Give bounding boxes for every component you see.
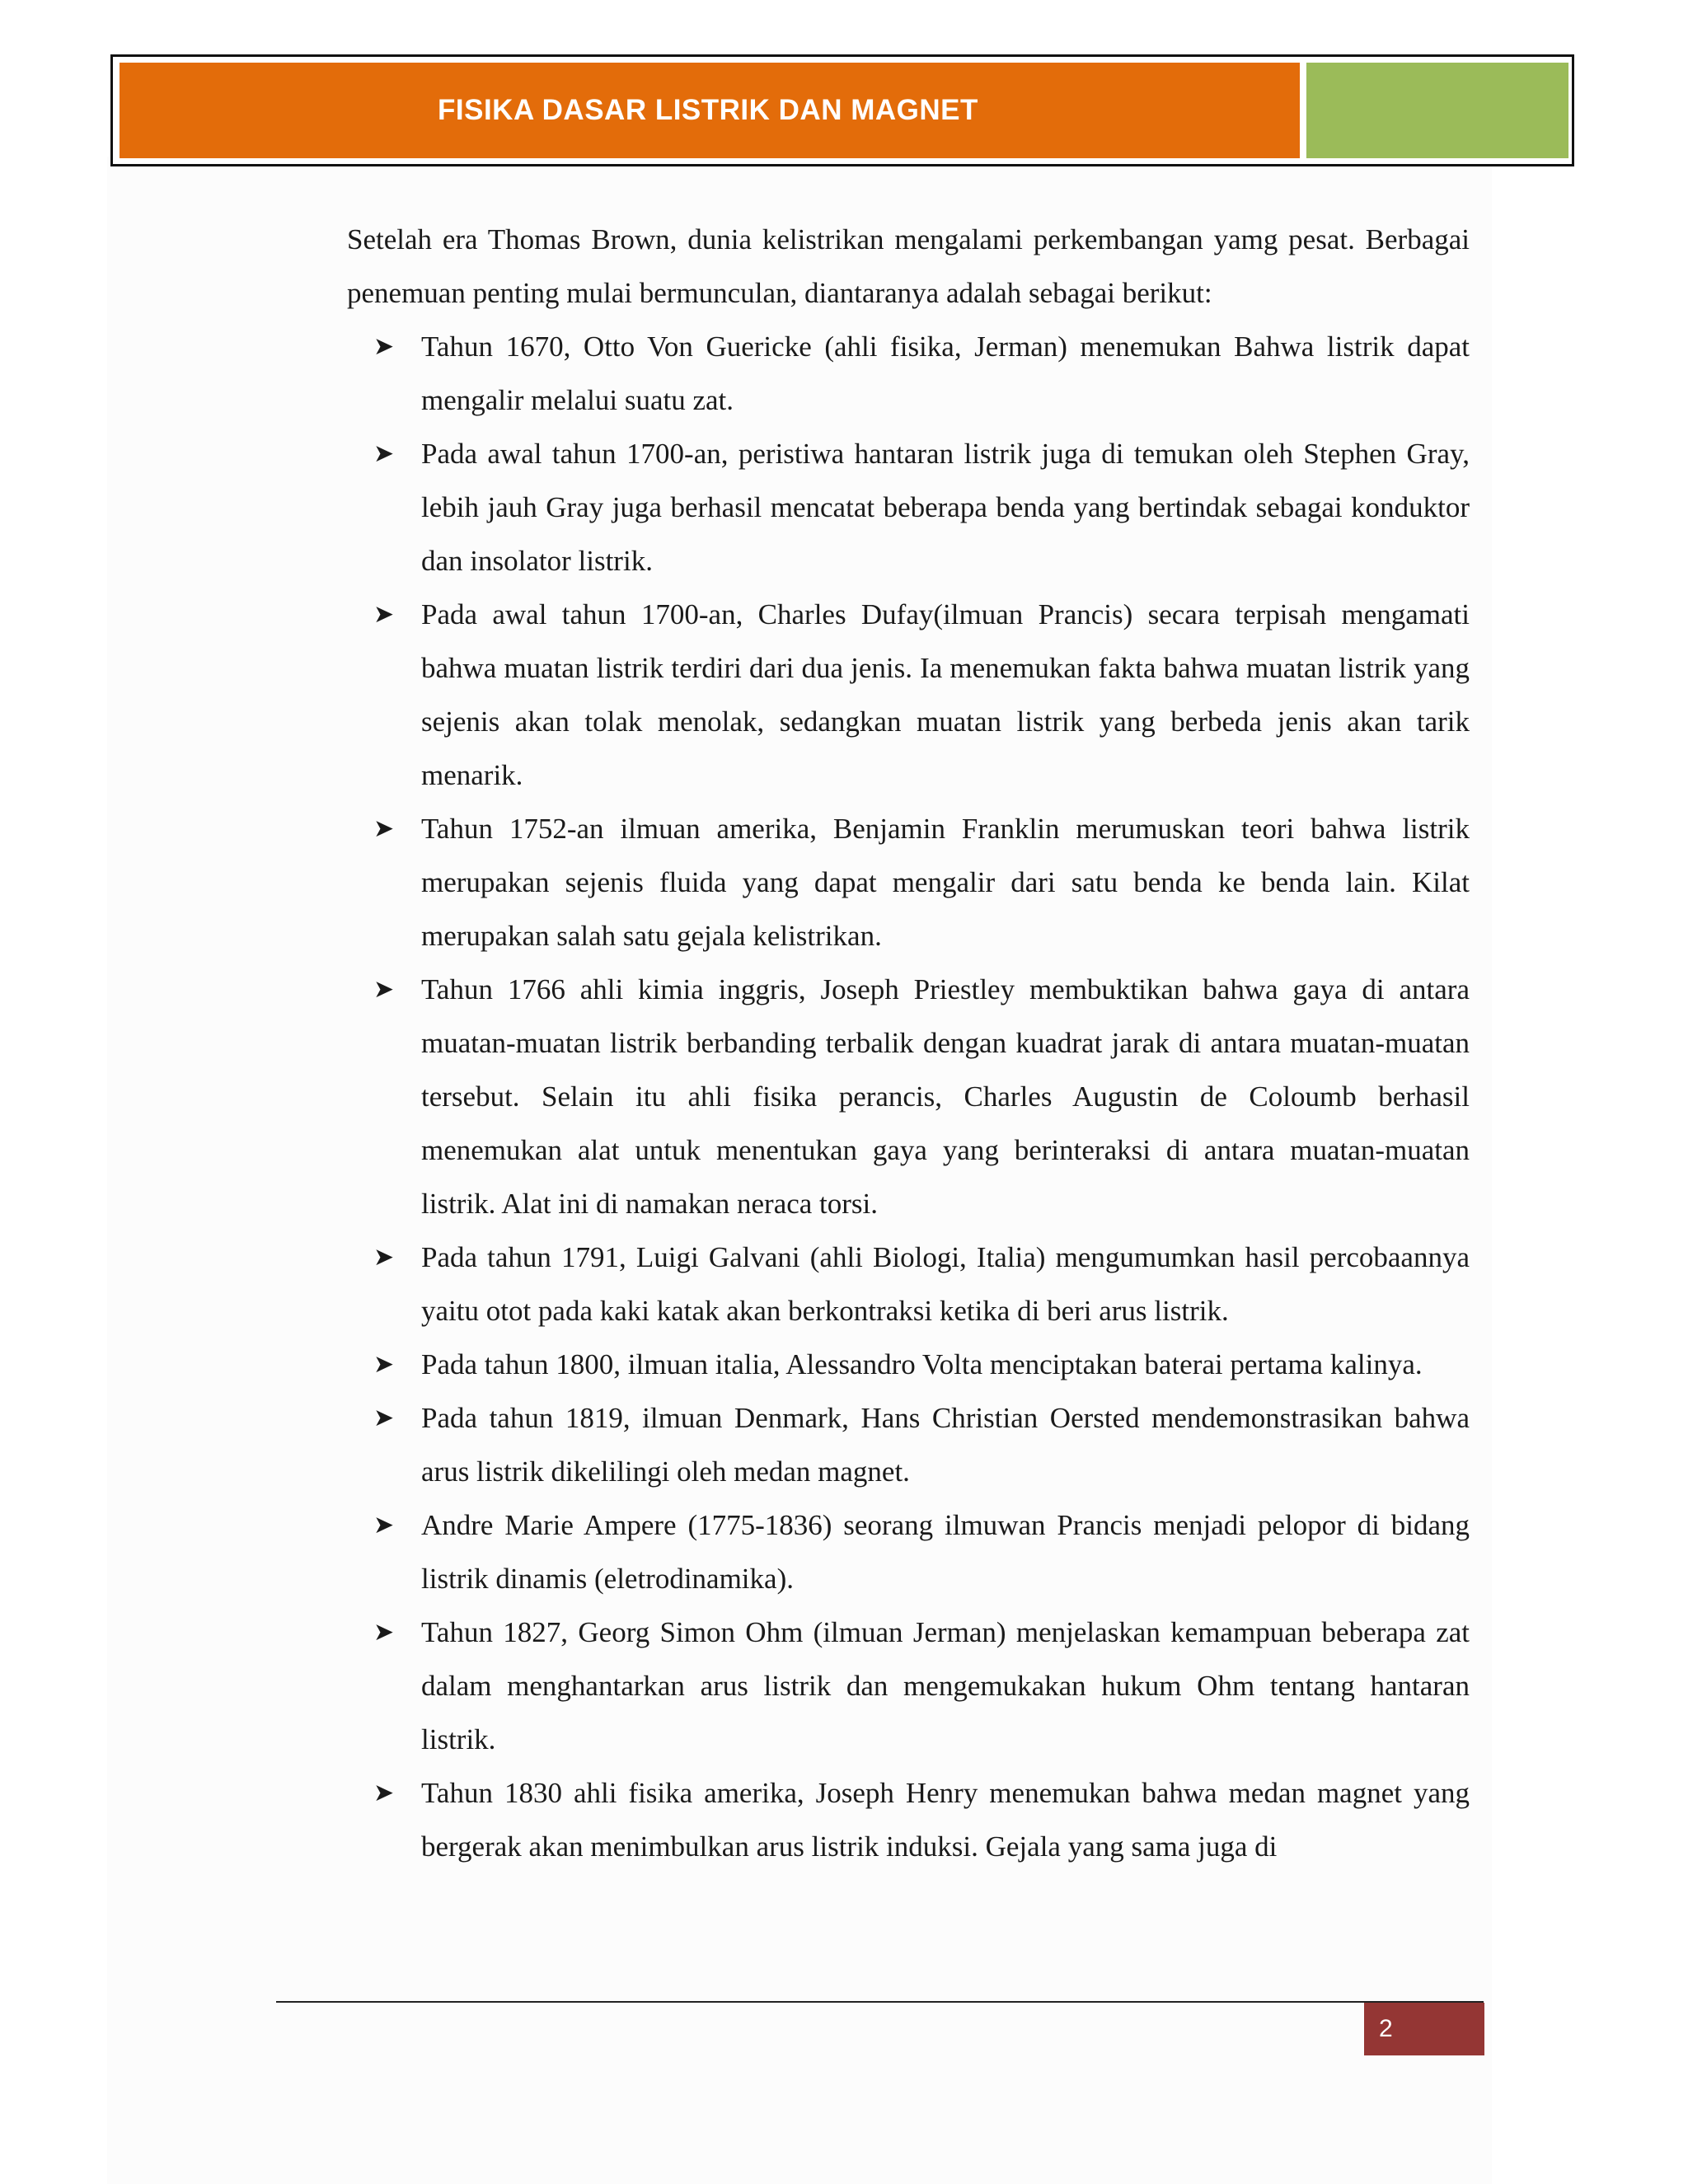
list-item [347,427,1470,588]
list-item-text: Andre Marie Ampere (1775-1836) seorang ilmuwan Prancis menjadi pelopor di bidang listrik dinamis (eletrodinamika). [421,1509,1470,1595]
list-item-text: Pada awal tahun 1700-an, peristiwa hantaran listrik juga di temukan oleh Stephen Gray, lebih jauh Gray juga berhasil mencatat beberapa benda yang bertindak sebagai konduktor dan insolator listrik. [421,438,1470,577]
arrowhead-bullet-icon: ➤ [373,1618,395,1647]
list-item-text: Pada tahun 1791, Luigi Galvani (ahli Biologi, Italia) mengumumkan hasil percobaannya yaitu otot pada kaki katak akan berkontraksi ketika di beri arus listrik. [421,1241,1470,1327]
arrowhead-bullet-icon: ➤ [373,975,395,1004]
header-title-bar [120,63,1300,158]
arrowhead-bullet-icon: ➤ [373,1511,395,1540]
arrowhead-bullet-icon: ➤ [373,1243,395,1272]
list-item-text: Tahun 1752-an ilmuan amerika, Benjamin Franklin merumuskan teori bahwa listrik merupakan sejenis fluida yang dapat mengalir dari satu benda ke benda lain. Kilat merupakan salah satu gejala kelistrikan. [421,813,1470,952]
list-item [347,1391,1470,1498]
list-item [347,802,1470,963]
intro-paragraph: Setelah era Thomas Brown, dunia kelistrikan mengalami perkembangan yamg pesat. Berbagai penemuan penting mulai bermunculan, diantaranya adalah sebagai berikut: [347,223,1470,309]
arrowhead-bullet-icon: ➤ [373,814,395,843]
list-item [347,1605,1470,1766]
arrowhead-bullet-icon: ➤ [373,439,395,468]
list-item-text: Pada awal tahun 1700-an, Charles Dufay(ilmuan Prancis) secara terpisah mengamati bahwa muatan listrik terdiri dari dua jenis. Ia menemukan fakta bahwa muatan listrik yang sejenis akan tolak menolak, sedangkan muatan listrik yang berbeda jenis akan tarik menarik. [421,598,1470,791]
list-item [347,1230,1470,1338]
arrowhead-bullet-icon: ➤ [373,1779,395,1807]
list-item [347,1766,1470,1873]
list-item-text: Tahun 1827, Georg Simon Ohm (ilmuan Jerman) menjelaskan kemampuan beberapa zat dalam menghantarkan arus listrik dan mengemukakan hukum Ohm tentang hantaran listrik. [421,1616,1470,1755]
list-item-text: Tahun 1766 ahli kimia inggris, Joseph Priestley membuktikan bahwa gaya di antara muatan-muatan listrik berbanding terbalik dengan kuadrat jarak di antara muatan-muatan tersebut. Selain itu ahli fisika perancis, Charles Augustin de Coloumb berhasil menemukan alat untuk menentukan gaya yang berinteraksi di antara muatan-muatan listrik. Alat ini di namakan neraca torsi. [421,973,1470,1220]
list-item-text: Pada tahun 1800, ilmuan italia, Alessandro Volta menciptakan baterai pertama kalinya. [421,1348,1423,1380]
arrowhead-bullet-icon: ➤ [373,1404,395,1432]
list-item [347,588,1470,802]
footer-rule [276,2001,1484,2003]
arrowhead-bullet-icon: ➤ [373,600,395,629]
document-body [347,213,1470,1873]
list-item-text: Pada tahun 1819, ilmuan Denmark, Hans Christian Oersted mendemonstrasikan bahwa arus listrik dikelilingi oleh medan magnet. [421,1402,1470,1488]
header-accent-block [1306,63,1568,158]
header-title: FISIKA DASAR LISTRIK DAN MAGNET [438,94,978,126]
list-item [347,1338,1470,1391]
history-bullet-list [347,320,1470,1873]
page-number-badge [1364,2003,1484,2055]
list-item [347,1498,1470,1605]
page-number: 2 [1379,2015,1393,2042]
page-header [110,54,1574,166]
arrowhead-bullet-icon: ➤ [373,1350,395,1379]
list-item [347,320,1470,427]
arrowhead-bullet-icon: ➤ [373,332,395,361]
list-item [347,963,1470,1230]
list-item-text: Tahun 1670, Otto Von Guericke (ahli fisika, Jerman) menemukan Bahwa listrik dapat mengalir melalui suatu zat. [421,330,1470,416]
list-item-text: Tahun 1830 ahli fisika amerika, Joseph Henry menemukan bahwa medan magnet yang bergerak akan menimbulkan arus listrik induksi. Gejala yang sama juga di [421,1777,1470,1863]
